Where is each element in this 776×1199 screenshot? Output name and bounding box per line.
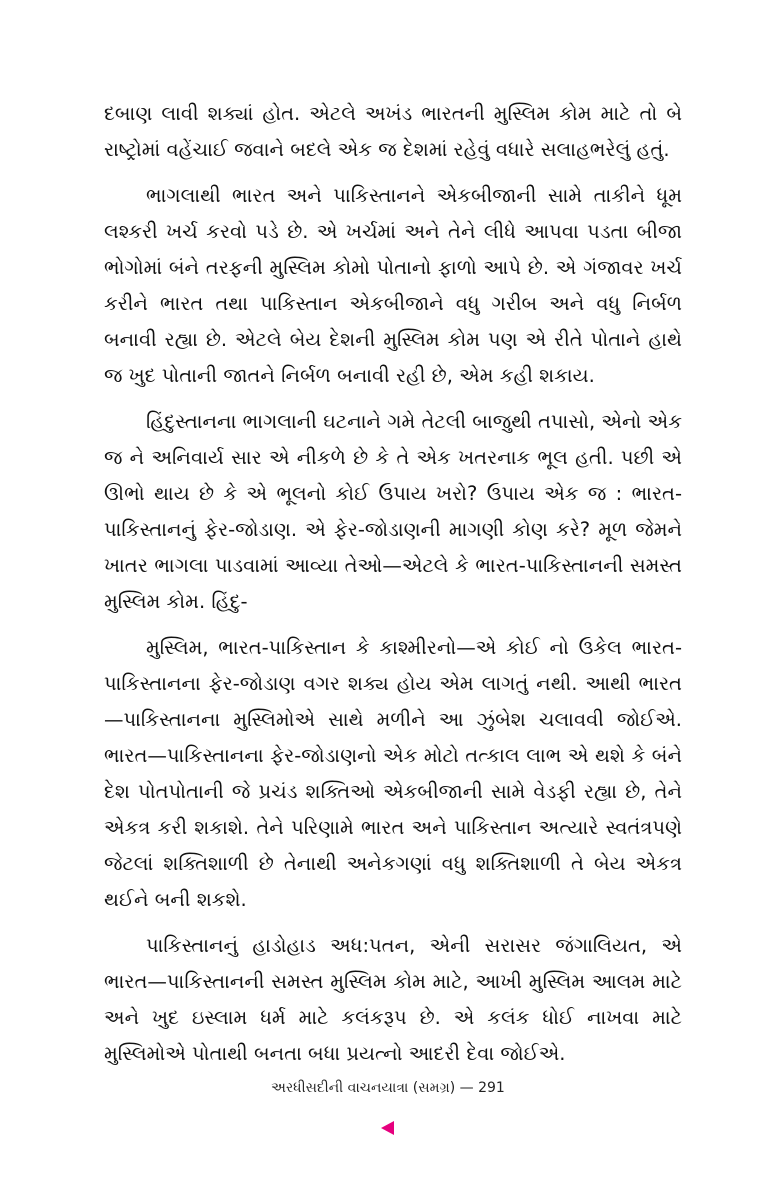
- book-title: અરધીસદીની વાચનયાત્રા (સમગ્ર): [271, 1080, 456, 1096]
- paragraph-4: મુસ્લિમ, ભારત-પાકિસ્તાન કે કાશ્મીરનો—એ કોઈ નો ઉકેલ ભારત-પાકિસ્તાનના ફેર-જોડાણ વગર શક્ય હોય એમ લાગતું નથી. આથી ભારત—પાકિસ્તાનના મુસ્લિમોએ સાથે મળીને આ ઝુંબેશ ચલાવવી જોઈએ. ભારત—પાકિસ્તાનના ફેર-જોડાણનો એક મોટો તત્કાલ લાભ એ થશે કે બંને દેશ પોતપોતાની જે પ્રચંડ શક્તિઓ એકબીજાની સામે વેડફી રહ્યા છે, તેને એકત્ર કરી શકાશે. તેને પરિણામે ભારત અને પાકિસ્તાન અત્યારે સ્વતંત્રપણે જેટલાં શક્તિશાળી છે તેનાથી અનેકગણાં વધુ શક્તિશાળી તે બેય એકત્ર થઈને બની શકશે.: [104, 636, 682, 911]
- paragraph-1: દબાણ લાવી શક્યાં હોત. એટલે અખંડ ભારતની મુસ્લિમ કોમ માટે તો બે રાષ્ટ્રોમાં વહેંચાઈ જવાને બદલે એક જ દેશમાં રહેવું વધારે સલાહભરેલું હતું.: [104, 102, 682, 161]
- paragraph-2: ભાગલાથી ભારત અને પાકિસ્તાનને એકબીજાની સામે તાકીને ધૂમ લશ્કરી ખર્ચ કરવો પડે છે. એ ખર્ચમાં અને તેને લીધે આપવા પડતા બીજા ભોગોમાં બંને તરફની મુસ્લિમ કોમો પોતાનો ફાળો આપે છે. એ ગંજાવર ખર્ચ કરીને ભારત તથા પાકિસ્તાન એકબીજાને વધુ ગરીબ અને વધુ નિર્બળ બનાવી રહ્યા છે. એટલે બેય દેશની મુસ્લિમ કોમ પણ એ રીતે પોતાને હાથે જ ખુદ પોતાની જાતને નિર્બળ બનાવી રહી છે, એમ કહી શકાય.: [104, 184, 682, 387]
- page-number: 291: [478, 1080, 505, 1096]
- paragraph-5: પાકિસ્તાનનું હાડોહાડ અધ:પતન, એની સરાસર જંગાલિયત, એ ભારત—પાકિસ્તાનની સમસ્ત મુસ્લિમ કોમ માટે, આખી મુસ્લિમ આલમ માટે અને ખુદ ઇસ્લામ ધર્મ માટે કલંકરૂપ છે. એ કલંક ધોઈ નાખવા માટે મુસ્લિમોએ પોતાથી બનતા બધા પ્રયત્નો આદરી દેવા જોઈએ.: [104, 934, 682, 1065]
- page-body: [104, 96, 682, 1082]
- page-footer: [0, 1080, 776, 1096]
- paragraph-3: હિંદુસ્તાનના ભાગલાની ઘટનાને ગમે તેટલી બાજુથી તપાસો, એનો એક જ ને અનિવાર્ય સાર એ નીકળે છે કે તે એક ખતરનાક ભૂલ હતી. પછી એ ઊભો થાય છે કે એ ભૂલનો કોઈ ઉપાય ખરો? ઉપાય એક જ : ભારત-પાકિસ્તાનનું ફેર-જોડાણ. એ ફેર-જોડાણની માગણી કોણ કરે? મૂળ જેમને ખાતર ભાગલા પાડવામાં આવ્યા તેઓ—એટલે કે ભારત-પાકિસ્તાનની સમસ્ત મુસ્લિમ કોમ. હિંદુ-: [104, 410, 682, 613]
- previous-page-icon[interactable]: [381, 1121, 394, 1135]
- footer-separator: —: [459, 1080, 474, 1096]
